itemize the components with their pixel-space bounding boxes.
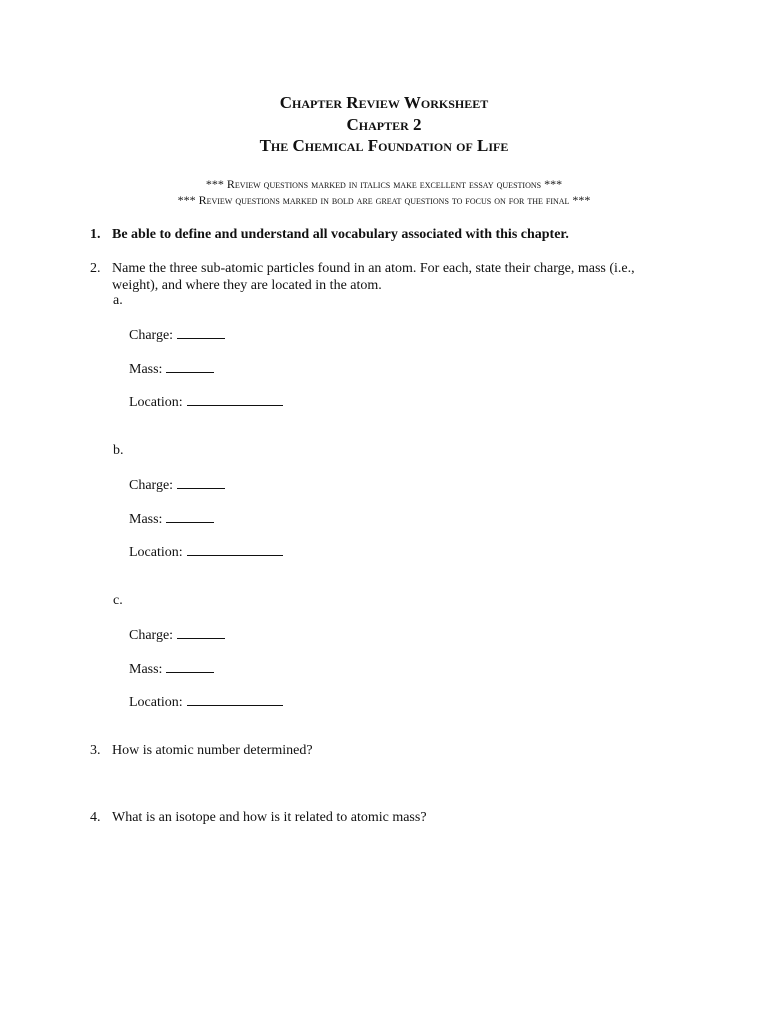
charge-blank[interactable] xyxy=(177,626,225,639)
particle-a-location xyxy=(129,393,283,411)
worksheet-title: Chapter Review Worksheet xyxy=(279,93,489,112)
question-3 xyxy=(90,743,690,760)
bold-note: *** Review questions marked in bold are great questions to focus on for the final *** xyxy=(177,193,591,207)
location-blank[interactable] xyxy=(187,393,283,406)
particle-a-mass xyxy=(129,360,214,378)
question-number: 1. xyxy=(90,227,101,242)
particle-b-charge xyxy=(129,476,225,494)
question-2 xyxy=(90,261,690,294)
charge-blank[interactable] xyxy=(177,476,225,489)
charge-label: Charge: xyxy=(129,478,174,493)
particle-c-charge xyxy=(129,626,225,644)
charge-blank[interactable] xyxy=(177,326,225,339)
question-number: 4. xyxy=(90,810,101,825)
location-blank[interactable] xyxy=(187,543,283,556)
chapter-subtitle: The Chemical Foundation of Life xyxy=(259,136,509,155)
mass-label: Mass: xyxy=(129,512,163,527)
question-4 xyxy=(90,810,690,827)
question-number: 3. xyxy=(90,743,101,758)
italics-note: *** Review questions marked in italics make excellent essay questions *** xyxy=(205,177,563,191)
location-label: Location: xyxy=(129,395,183,410)
question-1 xyxy=(90,227,690,244)
chapter-number: Chapter 2 xyxy=(346,114,422,134)
particle-b-mass xyxy=(129,510,214,528)
location-label: Location: xyxy=(129,695,183,710)
mass-blank[interactable] xyxy=(166,510,214,523)
title-block xyxy=(0,92,768,157)
question-text: How is atomic number determined? xyxy=(112,743,313,758)
mass-label: Mass: xyxy=(129,662,163,677)
question-text: What is an isotope and how is it related to atomic mass? xyxy=(112,810,427,825)
question-number: 2. xyxy=(90,261,101,276)
particle-b-letter: b. xyxy=(113,443,124,458)
question-text: Be able to define and understand all vocabulary associated with this chapter. xyxy=(112,227,569,242)
particle-b-location xyxy=(129,543,283,561)
location-blank[interactable] xyxy=(187,693,283,706)
charge-label: Charge: xyxy=(129,328,174,343)
question-text: Name the three sub-atomic particles found in an atom. For each, state their charge, mass (i.e., weight), and where they are located in the atom. xyxy=(112,261,635,293)
location-label: Location: xyxy=(129,545,183,560)
charge-label: Charge: xyxy=(129,628,174,643)
particle-c-letter: c. xyxy=(113,593,123,608)
review-notes xyxy=(0,176,768,208)
mass-label: Mass: xyxy=(129,362,163,377)
mass-blank[interactable] xyxy=(166,660,214,673)
particle-a-charge xyxy=(129,326,225,344)
particle-c-mass xyxy=(129,660,214,678)
particle-a-letter: a. xyxy=(113,293,123,308)
mass-blank[interactable] xyxy=(166,360,214,373)
particle-c-location xyxy=(129,693,283,711)
